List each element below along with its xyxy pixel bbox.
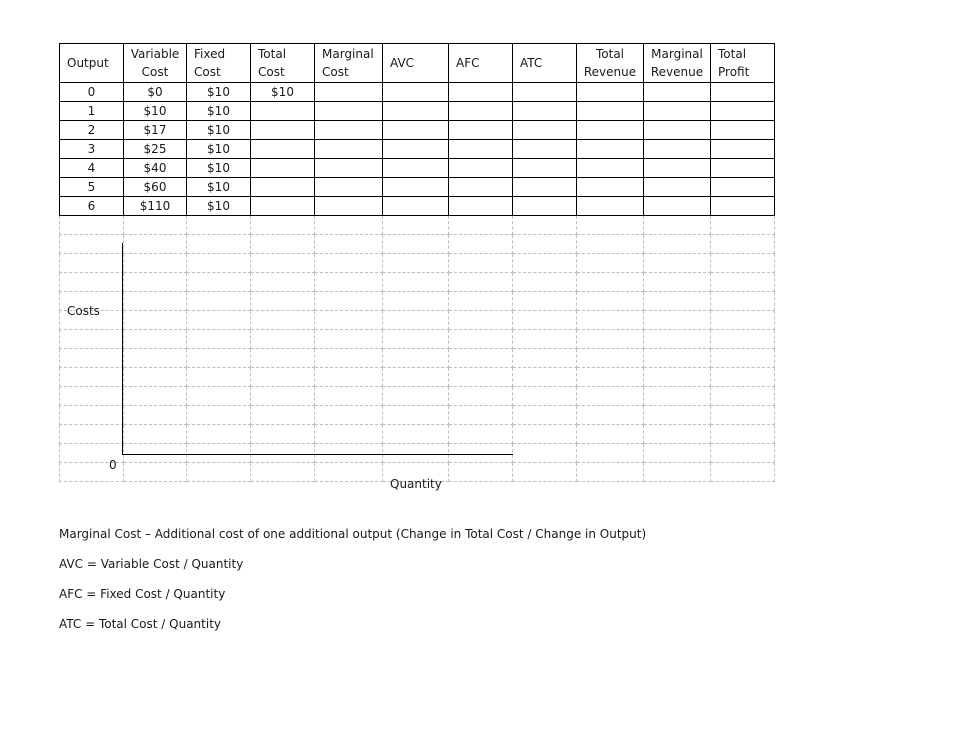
header-label: Fixed (194, 47, 226, 61)
header-label: Cost (141, 65, 169, 79)
header-cell (124, 44, 187, 83)
table-cell (711, 197, 775, 216)
table-cell (644, 102, 711, 121)
table-cell (315, 159, 383, 178)
grid-cell (187, 292, 251, 311)
grid-cell (60, 387, 124, 406)
grid-cell (711, 406, 775, 425)
grid-cell (449, 330, 513, 349)
header-label: Marginal (651, 47, 703, 61)
origin-label: 0 (109, 458, 117, 472)
table-cell: $10 (187, 159, 251, 178)
grid-cell (383, 406, 449, 425)
header-cell (251, 44, 315, 83)
grid-cell (449, 311, 513, 330)
grid-cell (449, 349, 513, 368)
table-cell (449, 178, 513, 197)
grid-cell (383, 273, 449, 292)
table-cell (513, 83, 577, 102)
table-cell (644, 140, 711, 159)
header-cell (577, 44, 644, 83)
table-cell: 0 (60, 83, 124, 102)
grid-cell (644, 463, 711, 482)
table-cell (644, 159, 711, 178)
note-line: ATC = Total Cost / Quantity (59, 617, 222, 631)
table-cell (383, 83, 449, 102)
grid-cell (383, 292, 449, 311)
grid-cell (60, 425, 124, 444)
header-label: AFC (456, 56, 480, 70)
note-line: Marginal Cost – Additional cost of one additional output (Change in Total Cost / Change in Output) (59, 527, 647, 541)
table-cell: $40 (124, 159, 187, 178)
header-cell (383, 44, 449, 83)
header-label: ATC (520, 56, 543, 70)
grid-cell (513, 425, 577, 444)
grid-cell (187, 273, 251, 292)
table-cell (315, 140, 383, 159)
grid-cell (187, 444, 251, 463)
grid-cell (251, 330, 315, 349)
table-cell (383, 140, 449, 159)
grid-cell (60, 330, 124, 349)
grid-cell (449, 463, 513, 482)
grid-cell (187, 425, 251, 444)
grid-cell (577, 425, 644, 444)
table-cell (383, 197, 449, 216)
table-cell (711, 83, 775, 102)
grid-cell (315, 387, 383, 406)
table-cell (383, 159, 449, 178)
table-cell: $110 (124, 197, 187, 216)
header-label: Output (67, 56, 109, 70)
grid-cell (251, 292, 315, 311)
grid-cell (124, 311, 187, 330)
table-cell (251, 178, 315, 197)
grid-cell (577, 406, 644, 425)
grid-cell (383, 387, 449, 406)
grid-cell (577, 368, 644, 387)
table-cell: 1 (60, 102, 124, 121)
grid-cell (251, 463, 315, 482)
grid-cell (513, 368, 577, 387)
grid-cell (187, 463, 251, 482)
grid-cell (315, 216, 383, 235)
grid-cell (449, 216, 513, 235)
table-cell (577, 140, 644, 159)
grid-cell (251, 311, 315, 330)
table-cell (315, 83, 383, 102)
grid-cell (577, 292, 644, 311)
grid-cell (124, 444, 187, 463)
table-cell (644, 83, 711, 102)
grid-cell (449, 387, 513, 406)
table-cell (513, 121, 577, 140)
header-label: Total (595, 47, 625, 61)
table-cell (449, 102, 513, 121)
header-cell (711, 44, 775, 83)
table-cell: 4 (60, 159, 124, 178)
grid-cell (513, 349, 577, 368)
grid-cell (60, 273, 124, 292)
grid-cell (644, 349, 711, 368)
header-label: Cost (258, 65, 285, 79)
header-label: Variable (130, 47, 180, 61)
grid-cell (513, 463, 577, 482)
grid-cell (577, 235, 644, 254)
table-cell (251, 159, 315, 178)
table-cell (315, 178, 383, 197)
grid-cell (124, 425, 187, 444)
grid-cell (383, 216, 449, 235)
grid-cell (449, 254, 513, 273)
grid-cell (383, 368, 449, 387)
y-axis-line (122, 243, 123, 454)
table-cell (449, 83, 513, 102)
table-cell: $10 (187, 197, 251, 216)
grid-cell (711, 463, 775, 482)
header-label: Cost (322, 65, 349, 79)
table-cell: $10 (187, 140, 251, 159)
grid-cell (251, 349, 315, 368)
grid-row (60, 235, 775, 254)
header-cell (187, 44, 251, 83)
grid-cell (383, 425, 449, 444)
table-cell: $10 (187, 102, 251, 121)
grid-cell (711, 273, 775, 292)
grid-cell (60, 349, 124, 368)
grid-cell (315, 235, 383, 254)
grid-row (60, 216, 775, 235)
grid-cell (513, 387, 577, 406)
table-cell (711, 121, 775, 140)
table-cell (251, 102, 315, 121)
grid-cell (251, 273, 315, 292)
grid-cell (711, 387, 775, 406)
grid-cell (187, 387, 251, 406)
table-cell (577, 102, 644, 121)
table-cell (644, 121, 711, 140)
grid-cell (187, 254, 251, 273)
grid-cell (383, 311, 449, 330)
header-cell (513, 44, 577, 83)
grid-cell (577, 387, 644, 406)
header-label: Marginal (322, 47, 374, 61)
grid-cell (577, 311, 644, 330)
header-row (60, 44, 775, 83)
grid-cell (124, 273, 187, 292)
grid-cell (513, 311, 577, 330)
grid-cell (60, 235, 124, 254)
table-row (60, 178, 775, 197)
grid-cell (644, 425, 711, 444)
table-row (60, 197, 775, 216)
table-cell: $60 (124, 178, 187, 197)
grid-cell (187, 235, 251, 254)
grid-cell (383, 254, 449, 273)
table-cell (711, 102, 775, 121)
grid-cell (577, 444, 644, 463)
grid-cell (644, 311, 711, 330)
table-cell (711, 178, 775, 197)
table-cell (251, 197, 315, 216)
grid-row (60, 425, 775, 444)
header-label: Profit (718, 65, 750, 79)
grid-row (60, 273, 775, 292)
table-row (60, 83, 775, 102)
table-cell (644, 197, 711, 216)
grid-row (60, 368, 775, 387)
grid-cell (315, 273, 383, 292)
table-cell: $17 (124, 121, 187, 140)
header-label: AVC (390, 56, 415, 70)
grid-cell (513, 235, 577, 254)
table-cell (711, 159, 775, 178)
table-cell (711, 140, 775, 159)
table-cell: $25 (124, 140, 187, 159)
table-cell (577, 178, 644, 197)
table-cell: 6 (60, 197, 124, 216)
grid-cell (251, 387, 315, 406)
formula-notes (59, 526, 646, 646)
table-cell (449, 197, 513, 216)
grid-cell (644, 387, 711, 406)
grid-cell (315, 406, 383, 425)
grid-cell (449, 235, 513, 254)
grid-cell (449, 406, 513, 425)
grid-cell (251, 425, 315, 444)
grid-cell (383, 235, 449, 254)
grid-cell (513, 444, 577, 463)
table-cell (315, 121, 383, 140)
grid-cell (644, 444, 711, 463)
grid-cell (187, 330, 251, 349)
grid-cell (124, 330, 187, 349)
grid-cell (315, 254, 383, 273)
x-axis-line (122, 454, 513, 455)
grid-cell (577, 216, 644, 235)
table-cell: $10 (187, 83, 251, 102)
grid-cell (449, 425, 513, 444)
grid-cell (251, 216, 315, 235)
table-row (60, 102, 775, 121)
grid-row (60, 311, 775, 330)
grid-row (60, 330, 775, 349)
grid-row (60, 349, 775, 368)
grid-cell (644, 273, 711, 292)
grid-cell (315, 368, 383, 387)
table-cell (449, 140, 513, 159)
table-cell (513, 102, 577, 121)
header-label: Total (258, 47, 287, 61)
grid-cell (711, 425, 775, 444)
grid-cell (513, 330, 577, 349)
grid-cell (644, 235, 711, 254)
grid-cell (644, 216, 711, 235)
grid-cell (315, 463, 383, 482)
grid-cell (315, 349, 383, 368)
grid-cell (251, 235, 315, 254)
x-axis-label: Quantity (390, 477, 442, 491)
grid-cell (513, 292, 577, 311)
grid-cell (60, 254, 124, 273)
grid-cell (711, 292, 775, 311)
grid-row (60, 444, 775, 463)
table-cell (577, 197, 644, 216)
table-cell (449, 159, 513, 178)
header-cell (644, 44, 711, 83)
header-cell (315, 44, 383, 83)
grid-cell (251, 254, 315, 273)
grid-cell (124, 406, 187, 425)
table-cell: $0 (124, 83, 187, 102)
grid-cell (513, 216, 577, 235)
note-line: AVC = Variable Cost / Quantity (59, 557, 244, 571)
table-cell: $10 (187, 121, 251, 140)
table-cell: 3 (60, 140, 124, 159)
table-cell: $10 (187, 178, 251, 197)
grid-cell (513, 406, 577, 425)
table-row (60, 140, 775, 159)
grid-cell (187, 311, 251, 330)
grid-cell (711, 216, 775, 235)
grid-cell (711, 368, 775, 387)
table-cell (577, 159, 644, 178)
grid-cell (251, 406, 315, 425)
grid-cell (383, 444, 449, 463)
header-label: Cost (194, 65, 221, 79)
grid-cell (513, 273, 577, 292)
grid-cell (251, 444, 315, 463)
grid-row (60, 387, 775, 406)
table-cell (383, 178, 449, 197)
worksheet (59, 43, 775, 491)
grid-cell (711, 254, 775, 273)
grid-cell (315, 444, 383, 463)
grid-cell (124, 349, 187, 368)
grid-cell (315, 425, 383, 444)
table-cell (513, 197, 577, 216)
header-label: Revenue (650, 65, 704, 79)
table-cell (449, 121, 513, 140)
grid-row (60, 406, 775, 425)
grid-cell (513, 254, 577, 273)
grid-cell (187, 406, 251, 425)
grid-cell (577, 254, 644, 273)
grid-cell (577, 463, 644, 482)
table-cell: $10 (251, 83, 315, 102)
table-cell (577, 83, 644, 102)
y-axis-label: Costs (67, 304, 100, 318)
grid-cell (711, 311, 775, 330)
table-cell (251, 121, 315, 140)
grid-cell (187, 349, 251, 368)
grid-cell (577, 273, 644, 292)
table-cell: 2 (60, 121, 124, 140)
grid-cell (449, 368, 513, 387)
grid-cell (449, 273, 513, 292)
grid-cell (449, 292, 513, 311)
table-cell (577, 121, 644, 140)
header-cell (449, 44, 513, 83)
grid-cell (187, 368, 251, 387)
table-cell (513, 140, 577, 159)
table-cell: $10 (124, 102, 187, 121)
grid-cell (60, 368, 124, 387)
grid-cell (383, 349, 449, 368)
grid-cell (711, 235, 775, 254)
grid-cell (315, 330, 383, 349)
table-cell (513, 159, 577, 178)
grid-cell (251, 368, 315, 387)
grid-cell (383, 330, 449, 349)
grid-cell (644, 292, 711, 311)
grid-cell (124, 463, 187, 482)
grid-cell (644, 406, 711, 425)
cost-table (59, 43, 775, 482)
note-line: AFC = Fixed Cost / Quantity (59, 587, 226, 601)
grid-cell (449, 444, 513, 463)
table-cell (513, 178, 577, 197)
grid-cell (711, 349, 775, 368)
table-cell (315, 102, 383, 121)
grid-cell (60, 406, 124, 425)
header-label: Total (718, 47, 747, 61)
table-cell (644, 178, 711, 197)
grid-cell (60, 216, 124, 235)
grid-cell (124, 254, 187, 273)
grid-cell (124, 292, 187, 311)
grid-cell (577, 349, 644, 368)
grid-row (60, 292, 775, 311)
header-cell (60, 44, 124, 83)
table-cell: 5 (60, 178, 124, 197)
table-cell (383, 121, 449, 140)
grid-cell (315, 292, 383, 311)
table-cell (251, 140, 315, 159)
grid-cell (187, 216, 251, 235)
grid-row (60, 254, 775, 273)
grid-cell (644, 368, 711, 387)
table-row (60, 121, 775, 140)
header-label: Revenue (583, 65, 637, 79)
grid-cell (711, 330, 775, 349)
grid-cell (124, 368, 187, 387)
grid-cell (711, 444, 775, 463)
table-cell (315, 197, 383, 216)
table-cell (383, 102, 449, 121)
grid-cell (644, 254, 711, 273)
grid-cell (124, 235, 187, 254)
grid-cell (644, 330, 711, 349)
grid-cell (124, 387, 187, 406)
table-row (60, 159, 775, 178)
grid-cell (577, 330, 644, 349)
grid-cell (124, 216, 187, 235)
grid-cell (315, 311, 383, 330)
